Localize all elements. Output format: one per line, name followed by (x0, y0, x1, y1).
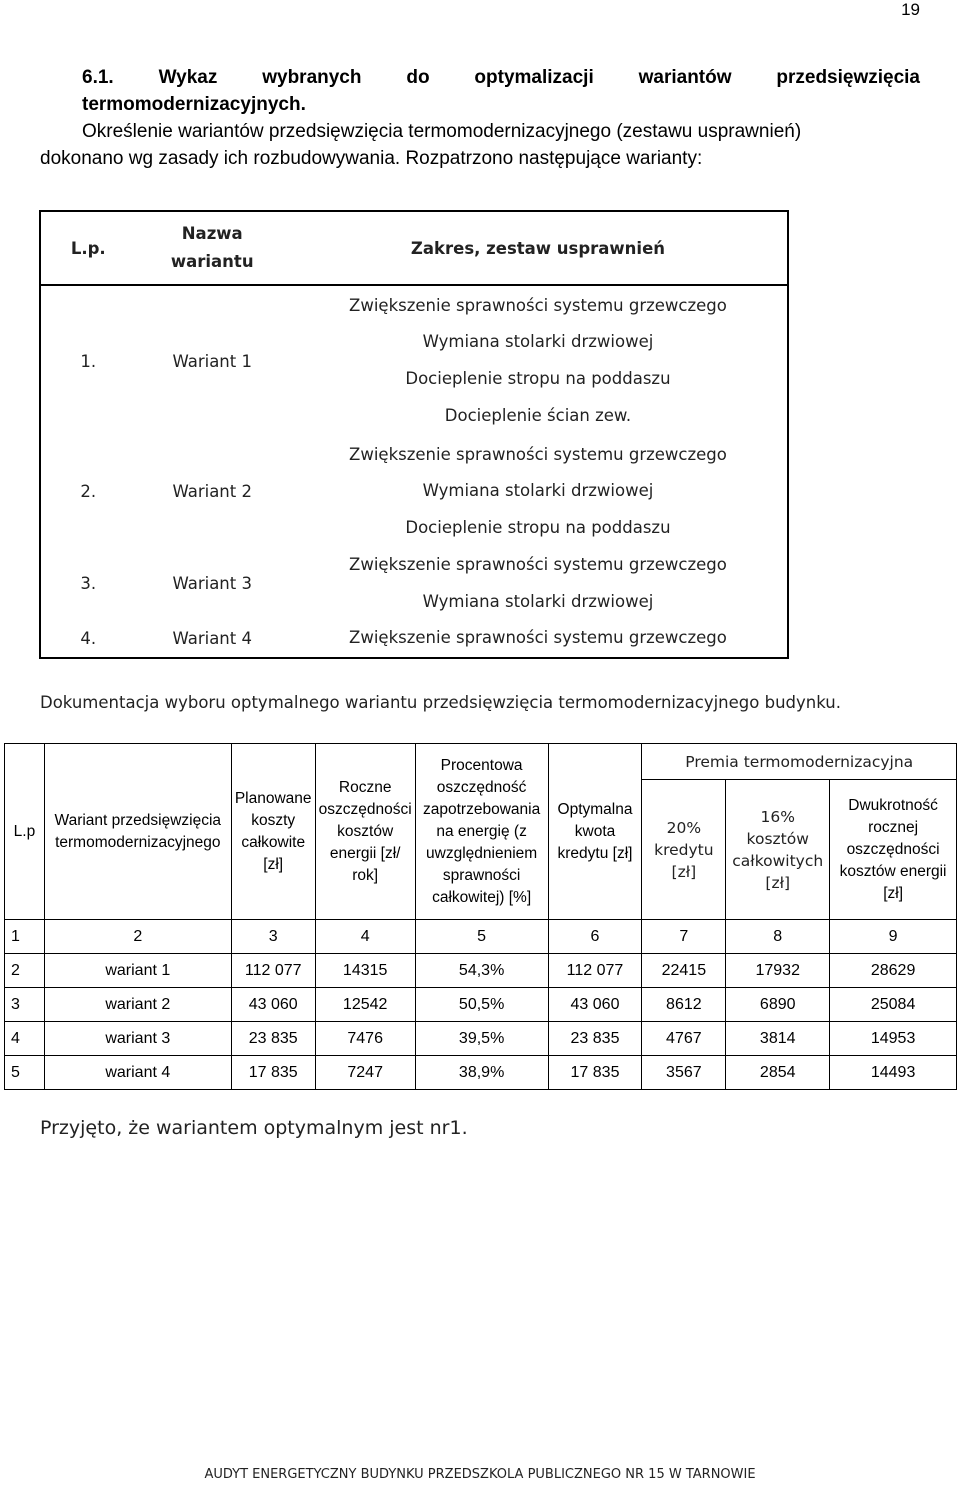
cell: 2 (5, 954, 45, 988)
premium-double-header: Dwukrotność rocznej oszczędności kosztów energii [zł] (830, 780, 957, 920)
cell: 8612 (642, 988, 726, 1022)
intro-line-1: Określenie wariantów przedsięwzięcia termomodernizacyjnego (zestawu usprawnień) (82, 121, 802, 142)
heading-word: przedsięwzięcia (776, 67, 920, 88)
cell: 12542 (315, 988, 415, 1022)
variants-table (39, 210, 789, 659)
cell: 14953 (830, 1022, 957, 1056)
intro-paragraph (40, 118, 920, 172)
cell: 23 835 (231, 1022, 315, 1056)
conclusion-text: Przyjęto, że wariantem optymalnym jest nr1. (40, 1117, 468, 1139)
planned-cost-header: Planowane koszty całkowite [zł] (231, 744, 315, 920)
cell: wariant 2 (44, 988, 231, 1022)
variant-scope (289, 547, 788, 620)
cell: 112 077 (548, 954, 642, 988)
cell: 17 835 (548, 1056, 642, 1090)
column-number: 8 (726, 920, 830, 954)
scope-header: Zakres, zestaw usprawnień (289, 211, 788, 285)
variant-lp: 2. (80, 482, 97, 501)
heading-line-2: termomodernizacyjnych. (82, 94, 306, 115)
results-row (5, 1022, 957, 1056)
cell: 14493 (830, 1056, 957, 1090)
heading-word: do (406, 67, 430, 88)
intro-line-2: dokonano wg zasady ich rozbudowywania. Rozpatrzono następujące warianty: (40, 148, 703, 169)
variant-scope (289, 285, 788, 436)
column-number: 3 (231, 920, 315, 954)
documentation-title: Dokumentacja wyboru optymalnego wariantu przedsięwzięcia termomodernizacyjnego budynku. (40, 693, 841, 712)
cell: wariant 1 (44, 954, 231, 988)
scope-item: Zwiększenie sprawności systemu grzewczego (349, 628, 727, 648)
cell: 17 835 (231, 1056, 315, 1090)
cell: 3567 (642, 1056, 726, 1090)
heading-word: optymalizacji (474, 67, 594, 88)
column-number: 1 (5, 920, 45, 954)
column-number: 9 (830, 920, 957, 954)
variant-row (40, 547, 788, 620)
cell: wariant 4 (44, 1056, 231, 1090)
heading-word: 6.1. (82, 67, 114, 88)
section-heading (82, 64, 920, 118)
column-number: 6 (548, 920, 642, 954)
cell: wariant 3 (44, 1022, 231, 1056)
name-header-line-1: Nazwa (181, 224, 243, 243)
variants-header-row (40, 211, 788, 285)
cell: 7247 (315, 1056, 415, 1090)
variant-name: Wariant 3 (172, 574, 252, 594)
column-number: 4 (315, 920, 415, 954)
cell: 2854 (726, 1056, 830, 1090)
column-number-row (5, 920, 957, 954)
variant-scope (289, 436, 788, 547)
variant-lp: 3. (80, 574, 97, 594)
results-table (4, 743, 957, 1090)
scope-item: Wymiana stolarki drzwiowej (422, 332, 654, 352)
annual-savings-header: Roczne oszczędności kosztów energii [zł/ rok] (315, 744, 415, 920)
cell: 28629 (830, 954, 957, 988)
scope-item: Docieplenie ścian zew. (444, 405, 632, 425)
variant-header: Wariant przedsięwzięcia termomodernizacyjnego (44, 744, 231, 920)
column-number: 7 (642, 920, 726, 954)
cell: 3 (5, 988, 45, 1022)
variant-name: Wariant 1 (172, 351, 252, 371)
variant-name: Wariant 4 (172, 628, 252, 648)
name-header-line-2: wariantu (170, 252, 254, 271)
cell: 38,9% (415, 1056, 548, 1090)
scope-item: Zwiększenie sprawności systemu grzewczego (349, 555, 727, 574)
scope-item: Docieplenie stropu na poddaszu (405, 369, 671, 388)
variant-row (40, 436, 788, 547)
cell: 43 060 (548, 988, 642, 1022)
page-footer: AUDYT ENERGETYCZNY BUDYNKU PRZEDSZKOLA PUBLICZNEGO NR 15 W TARNOWIE (204, 1467, 756, 1482)
column-number: 2 (44, 920, 231, 954)
scope-item: Wymiana stolarki drzwiowej (422, 591, 654, 611)
heading-word: Wykaz (158, 67, 218, 88)
results-header-row (5, 744, 957, 780)
optimal-credit-header: Optymalna kwota kredytu [zł] (548, 744, 642, 920)
variant-lp: 1. (80, 351, 97, 371)
results-row (5, 988, 957, 1022)
scope-item: Wymiana stolarki drzwiowej (422, 481, 654, 501)
heading-word: wybranych (262, 67, 362, 88)
lp-header: L.p (5, 744, 45, 920)
cell: 23 835 (548, 1022, 642, 1056)
variant-row (40, 285, 788, 436)
premium-20-header: 20% kredytu [zł] (642, 780, 726, 920)
cell: 112 077 (231, 954, 315, 988)
premium-16-header: 16% kosztów całkowitych [zł] (726, 780, 830, 920)
scope-item: Zwiększenie sprawności systemu grzewczego (349, 444, 727, 464)
scope-item: Zwiększenie sprawności systemu grzewczego (349, 295, 727, 315)
cell: 4 (5, 1022, 45, 1056)
cell: 4767 (642, 1022, 726, 1056)
cell: 54,3% (415, 954, 548, 988)
cell: 43 060 (231, 988, 315, 1022)
cell: 5 (5, 1056, 45, 1090)
cell: 7476 (315, 1022, 415, 1056)
scope-item: Docieplenie stropu na poddaszu (405, 517, 671, 537)
results-row (5, 1056, 957, 1090)
cell: 25084 (830, 988, 957, 1022)
cell: 50,5% (415, 988, 548, 1022)
variant-lp: 4. (80, 628, 97, 648)
cell: 3814 (726, 1022, 830, 1056)
variant-scope (289, 620, 788, 658)
variant-name: Wariant 2 (172, 482, 252, 501)
page-number: 19 (901, 0, 920, 19)
lp-header: L.p. (40, 211, 136, 285)
percent-savings-header: Procentowa oszczędność zapotrzebowania na energię (z uwzględnieniem sprawności całkowitej) [%] (415, 744, 548, 920)
column-number: 5 (415, 920, 548, 954)
heading-word: wariantów (638, 67, 732, 88)
variant-row (40, 620, 788, 658)
cell: 22415 (642, 954, 726, 988)
results-row (5, 954, 957, 988)
name-header (136, 211, 289, 285)
premium-group-header: Premia termomodernizacyjna (642, 744, 957, 780)
cell: 17932 (726, 954, 830, 988)
cell: 39,5% (415, 1022, 548, 1056)
cell: 14315 (315, 954, 415, 988)
cell: 6890 (726, 988, 830, 1022)
